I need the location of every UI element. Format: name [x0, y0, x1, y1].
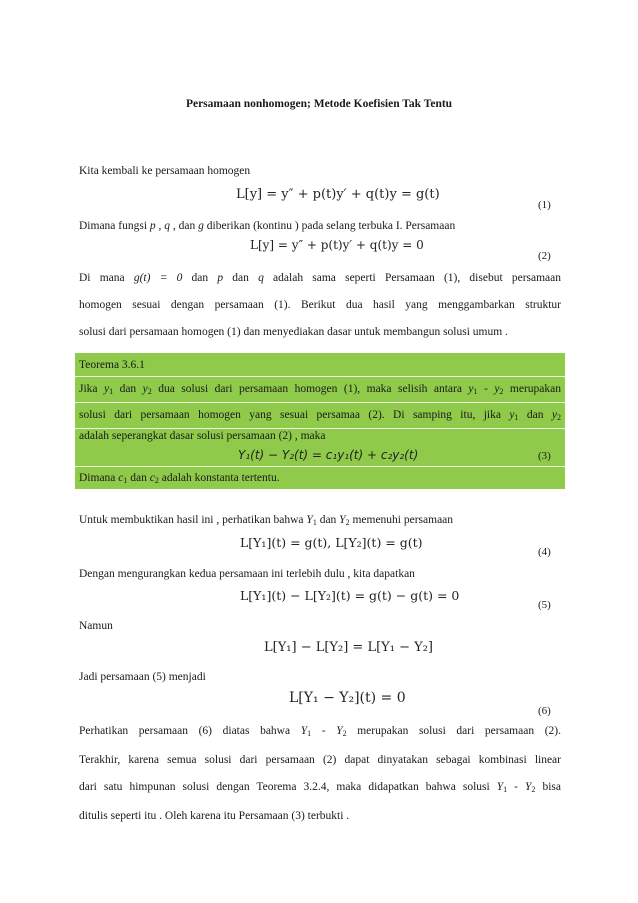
- equation-6-number: (6): [538, 705, 551, 717]
- theorem-divider: [75, 466, 565, 467]
- equation-2-number: (2): [538, 250, 551, 262]
- equation-4: L[Y₁](t) = g(t), L[Y₂](t) = g(t): [240, 535, 423, 550]
- theorem-divider: [75, 402, 565, 403]
- equation-1: L[y] = y″ + p(t)y′ + q(t)y = g(t): [236, 187, 440, 202]
- theorem-line-2: solusi dari persamaan homogen yang sesuai persamaa (2). Di samping itu, jika $y_1$ dan $y_2$: [79, 409, 561, 422]
- equation-3: Y₁(t) − Y₂(t) = c₁y₁(t) + c₂y₂(t): [238, 448, 419, 462]
- page-title: Persamaan nonhomogen; Metode Koefisien Tak Tentu: [185, 98, 453, 110]
- paragraph-line: ditulis seperti itu . Oleh karena itu Persamaan (3) terbukti .: [79, 810, 350, 822]
- equation-4-number: (4): [538, 546, 551, 558]
- paragraph-line: Di mana g(t) = 0 dan p dan q adalah sama seperti Persamaan (1), disebut persamaan: [79, 272, 562, 284]
- theorem-line-5: Dimana $c_1$ dan $c_2$ adalah konstanta tertentu.: [79, 472, 280, 485]
- theorem-divider: [75, 376, 565, 377]
- equation-5-number: (5): [538, 599, 551, 611]
- intro-text: Kita kembali ke persamaan homogen: [79, 165, 251, 177]
- equation-2: L[y] = y″ + p(t)y′ + q(t)y = 0: [250, 238, 424, 252]
- paragraph-dimana: Dimana fungsi p , q , dan g diberikan (kontinu ) pada selang terbuka I. Persamaan: [79, 220, 456, 232]
- paragraph-line: dari satu himpunan solusi dengan Teorema 3.2.4, maka didapatkan bahwa solusi $Y_1 - Y_2$ bisa: [79, 781, 561, 794]
- theorem-line-3: adalah seperangkat dasar solusi persamaan (2) , maka: [79, 430, 326, 442]
- paragraph-closing: [79, 718, 561, 830]
- jadi-text: Jadi persamaan (5) menjadi: [79, 671, 206, 683]
- subtract-text: Dengan mengurangkan kedua persamaan ini terlebih dulu , kita dapatkan: [79, 568, 415, 580]
- paragraph-line: Perhatikan persamaan (6) diatas bahwa $Y_1 - Y_2$ merupakan solusi dari persamaan (2).: [79, 725, 561, 738]
- namun-text: Namun: [79, 620, 113, 632]
- equation-1-number: (1): [538, 199, 551, 211]
- theorem-line-1: Jika $y_1$ dan $y_2$ dua solusi dari persamaan homogen (1), maka selisih antara $y_1 - y_2$ merupakan: [79, 383, 561, 396]
- paragraph-line: Terakhir, karena semua solusi dari persamaan (2) dapat dinyatakan sebagai kombinasi linear: [79, 754, 561, 766]
- theorem-divider: [75, 428, 565, 429]
- equation-linearity: L[Y₁] − L[Y₂] = L[Y₁ − Y₂]: [264, 640, 433, 655]
- proof-intro: Untuk membuktikan hasil ini , perhatikan bahwa $Y_1$ dan $Y_2$ memenuhi persamaan: [79, 514, 454, 527]
- paragraph-line: solusi dari persamaan homogen (1) dan menyediakan dasar untuk membangun solusi umum .: [79, 326, 508, 338]
- equation-6: L[Y₁ − Y₂](t) = 0: [289, 690, 406, 706]
- paragraph-line: homogen sesuai dengan persamaan (1). Berikut dua hasil yang menggambarkan struktur: [79, 299, 561, 311]
- equation-5: L[Y₁](t) − L[Y₂](t) = g(t) − g(t) = 0: [240, 588, 460, 603]
- theorem-heading: Teorema 3.6.1: [79, 359, 145, 371]
- equation-3-number: (3): [538, 450, 551, 462]
- paragraph-homogen: [79, 265, 561, 346]
